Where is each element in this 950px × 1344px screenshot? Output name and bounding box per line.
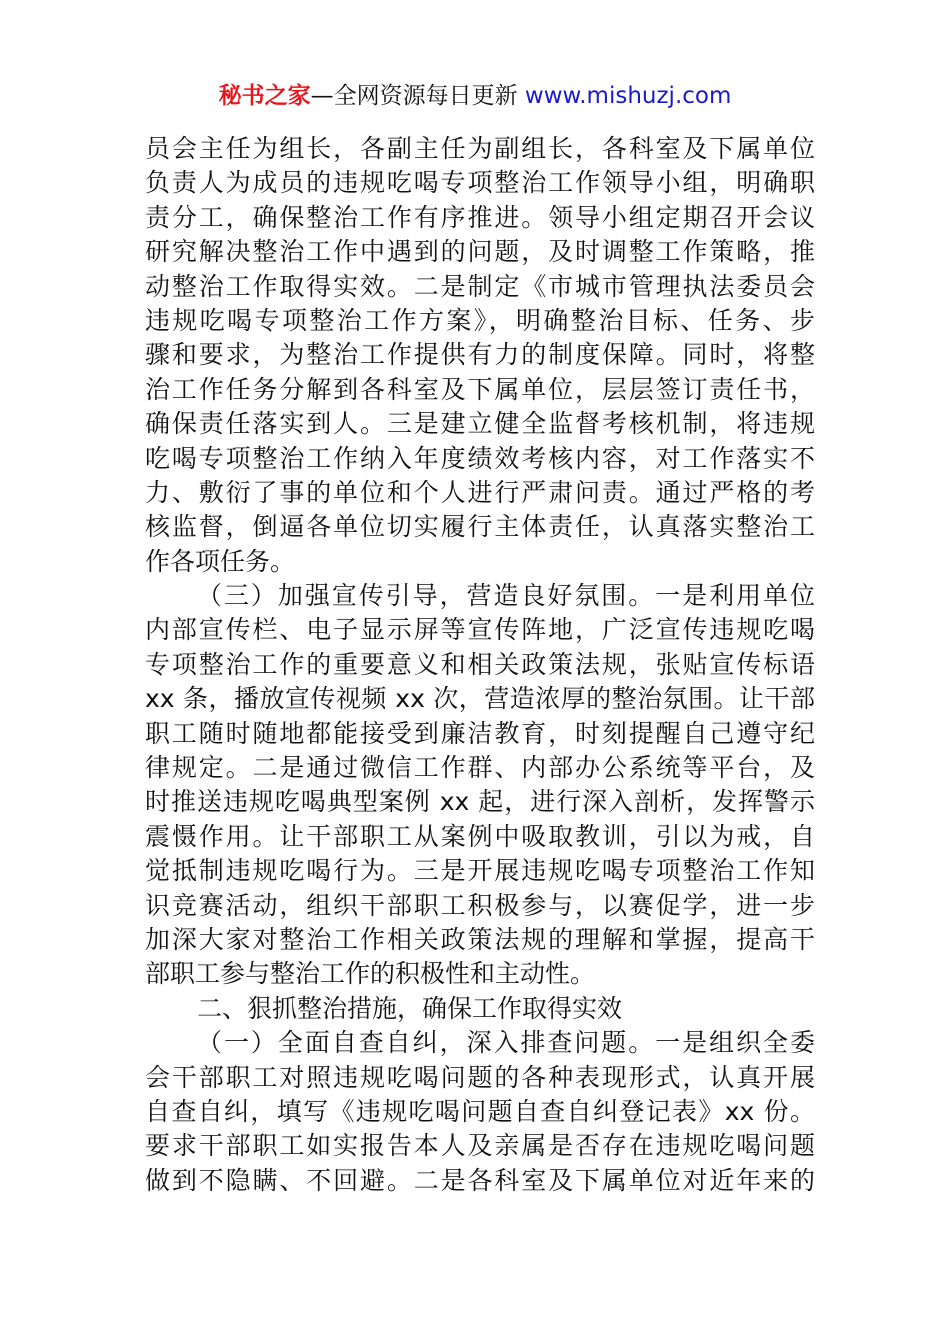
- site-url[interactable]: www.mishuzj.com: [524, 83, 732, 109]
- text-line: 治工作任务分解到各科室及下属单位，层层签订责任书，: [145, 374, 815, 404]
- text-line: 加深大家对整治工作相关政策法规的理解和掌握，提高干: [145, 924, 815, 954]
- text-line: 力、敷衍了事的单位和个人进行严肃问责。通过严格的考: [145, 477, 815, 507]
- text-line: 确保责任落实到人。三是建立健全监督考核机制，将违规: [145, 409, 815, 439]
- text-line: 专项整治工作的重要意义和相关政策法规，张贴宣传标语: [145, 649, 815, 679]
- text-line: 自查自纠，填写《违规吃喝问题自查自纠登记表》xx 份。: [145, 1096, 815, 1126]
- text-line: 责分工，确保整治工作有序推进。领导小组定期召开会议: [145, 202, 815, 232]
- paragraph-start-line: （三）加强宣传引导，营造良好氛围。一是利用单位: [197, 581, 815, 611]
- text-line: 吃喝专项整治工作纳入年度绩效考核内容，对工作落实不: [145, 443, 815, 473]
- text-line: 违规吃喝专项整治工作方案》，明确整治目标、任务、步: [145, 305, 815, 335]
- text-line: 员会主任为组长，各副主任为副组长，各科室及下属单位: [145, 134, 815, 163]
- document-body: [145, 132, 815, 1198]
- section-heading: 二、狠抓整治措施，确保工作取得实效: [197, 993, 623, 1023]
- text-line: 做到不隐瞒、不回避。二是各科室及下属单位对近年来的: [145, 1165, 815, 1195]
- text-line: 作各项任务。: [145, 546, 296, 576]
- text-line: 研究解决整治工作中遇到的问题，及时调整工作策略，推: [145, 237, 815, 267]
- text-line: 会干部职工对照违规吃喝问题的各种表现形式，认真开展: [145, 1062, 815, 1092]
- text-line: 骤和要求，为整治工作提供有力的制度保障。同时，将整: [145, 340, 815, 370]
- text-line: 动整治工作取得实效。二是制定《市城市管理执法委员会: [145, 271, 815, 301]
- paragraph-start-line: （一）全面自查自纠，深入排查问题。一是组织全委: [197, 1028, 815, 1058]
- text-line: 部职工参与整治工作的积极性和主动性。: [145, 959, 596, 989]
- text-line: 律规定。二是通过微信工作群、内部办公系统等平台，及: [145, 753, 815, 783]
- text-line: 觉抵制违规吃喝行为。三是开展违规吃喝专项整治工作知: [145, 856, 815, 886]
- text-line: 震慑作用。让干部职工从案例中吸取教训，引以为戒，自: [145, 821, 815, 851]
- text-line: 负责人为成员的违规吃喝专项整治工作领导小组，明确职: [145, 168, 815, 198]
- site-slogan: —全网资源每日更新: [310, 83, 525, 109]
- text-line: 职工随时随地都能接受到廉洁教育，时刻提醒自己遵守纪: [145, 718, 815, 748]
- text-line: xx 条，播放宣传视频 xx 次，营造浓厚的整治氛围。让干部: [145, 684, 815, 714]
- text-line: 识竞赛活动，组织干部职工积极参与，以赛促学，进一步: [145, 890, 815, 920]
- site-brand: 秘书之家: [218, 83, 311, 109]
- text-line: 核监督，倒逼各单位切实履行主体责任，认真落实整治工: [145, 512, 815, 542]
- text-line: 要求干部职工如实报告本人及亲属是否存在违规吃喝问题: [145, 1131, 815, 1161]
- text-line: 内部宣传栏、电子显示屏等宣传阵地，广泛宣传违规吃喝: [145, 615, 815, 645]
- page-header: [0, 80, 950, 112]
- text-line: 时推送违规吃喝典型案例 xx 起，进行深入剖析，发挥警示: [145, 787, 815, 817]
